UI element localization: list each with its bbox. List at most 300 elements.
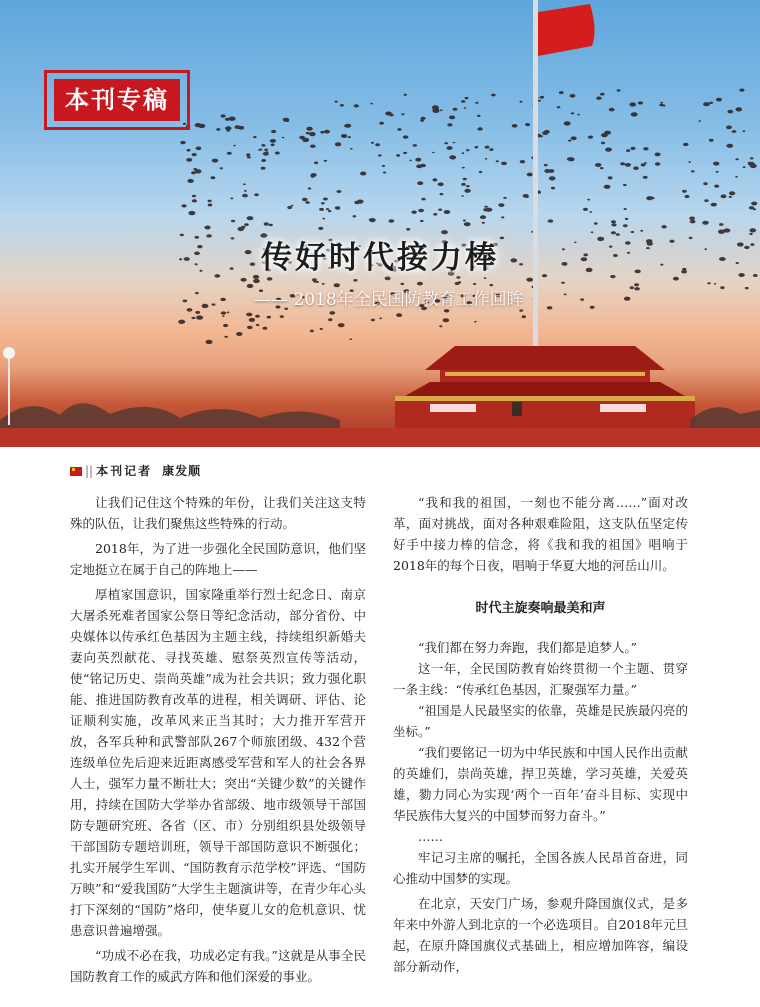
- bird: [568, 157, 575, 161]
- bird: [661, 225, 666, 228]
- bird: [480, 215, 486, 219]
- bird: [440, 109, 443, 111]
- bird: [271, 130, 276, 133]
- bird: [229, 117, 236, 121]
- bird: [415, 158, 421, 162]
- bird: [491, 94, 496, 97]
- bird: [527, 173, 533, 177]
- bird: [338, 323, 345, 327]
- bird: [662, 105, 665, 107]
- bird: [259, 149, 262, 151]
- bird: [462, 167, 465, 169]
- bird: [629, 102, 636, 106]
- bird: [212, 159, 218, 163]
- bird: [375, 143, 380, 146]
- bird: [463, 220, 466, 222]
- bird: [625, 218, 628, 220]
- bird: [547, 306, 553, 309]
- bird: [611, 220, 616, 223]
- bird: [682, 190, 687, 193]
- bird: [438, 209, 442, 211]
- bird: [335, 206, 341, 209]
- bird: [341, 134, 347, 138]
- paragraph: 让我们记住这个特殊的年份，让我们关注这支特殊的队伍，让我们聚焦这些特殊的行动。: [70, 495, 366, 531]
- bird: [690, 220, 696, 224]
- bird: [409, 160, 412, 162]
- bird: [691, 170, 695, 172]
- bird: [711, 203, 717, 207]
- bird: [453, 108, 458, 111]
- bird: [719, 223, 724, 226]
- bird: [634, 287, 640, 290]
- article-subtitle: —— 2018年全民国防教育工作回眸: [254, 290, 524, 310]
- bird: [183, 300, 188, 303]
- bird: [588, 136, 593, 139]
- bird: [464, 222, 471, 226]
- bird: [280, 315, 284, 318]
- bird: [655, 153, 661, 157]
- bird: [318, 227, 323, 230]
- bird: [595, 163, 601, 167]
- bird: [633, 166, 639, 170]
- bird: [440, 193, 444, 195]
- bird: [230, 198, 233, 200]
- bird: [557, 106, 561, 108]
- bird: [186, 158, 192, 162]
- section-tag: [44, 70, 190, 130]
- bird: [655, 162, 660, 165]
- bird: [548, 219, 554, 222]
- bird: [311, 175, 315, 178]
- bird: [526, 278, 533, 282]
- bird: [477, 115, 480, 117]
- bird: [178, 320, 185, 324]
- bird: [267, 316, 271, 319]
- bird: [587, 199, 590, 201]
- bird: [626, 149, 630, 152]
- bird: [357, 200, 364, 204]
- bird: [496, 160, 499, 162]
- bird: [466, 185, 470, 187]
- bird: [751, 202, 757, 206]
- bird: [749, 206, 754, 209]
- bird: [275, 152, 280, 155]
- bird: [458, 281, 461, 283]
- bird: [247, 216, 254, 220]
- bird: [308, 187, 311, 189]
- bird: [202, 304, 209, 308]
- bird: [253, 279, 260, 283]
- bird: [261, 159, 266, 162]
- bird: [187, 179, 193, 183]
- bird: [736, 107, 743, 111]
- bird: [750, 157, 754, 159]
- bird: [601, 133, 608, 137]
- bird: [195, 169, 202, 173]
- bird: [520, 160, 525, 163]
- paragraph: “我们都在努力奔跑，我们都是追梦人。”: [418, 640, 638, 655]
- bird: [320, 328, 323, 330]
- bird: [220, 167, 223, 169]
- bird: [689, 217, 695, 221]
- bird: [439, 325, 442, 327]
- bird: [353, 279, 357, 282]
- bird: [501, 162, 507, 166]
- bird: [463, 178, 467, 181]
- bird: [236, 332, 242, 336]
- paragraph: “我们要铭记一切为中华民族和中国人民作出贡献的英雄们，崇尚英雄，捍卫英雄，学习英雄，关爱英雄，勠力同心为实现‘两个一百年’奋斗目标、实现中华民族伟大复兴的中国梦而努力奋斗。”: [393, 745, 688, 823]
- bird: [713, 162, 719, 166]
- bird: [699, 120, 702, 122]
- bird: [233, 145, 236, 147]
- bird: [623, 224, 628, 227]
- bird: [312, 278, 317, 281]
- bird: [264, 149, 268, 151]
- bird: [525, 123, 530, 126]
- bird: [418, 209, 424, 213]
- bird: [208, 204, 213, 207]
- bird: [564, 294, 567, 296]
- bird: [371, 319, 375, 322]
- bird: [447, 146, 453, 150]
- article-title: 传好时代接力棒: [261, 240, 499, 276]
- bird: [335, 142, 341, 146]
- bird: [444, 142, 448, 144]
- bird: [192, 199, 197, 202]
- bird: [225, 126, 232, 130]
- bird: [235, 125, 241, 129]
- trees-left: [0, 403, 340, 432]
- bird: [305, 201, 309, 204]
- bird: [247, 326, 253, 329]
- bird: [498, 203, 504, 207]
- bird: [191, 317, 195, 319]
- bird: [420, 164, 426, 167]
- bird: [227, 312, 230, 314]
- bird: [378, 154, 382, 156]
- bird: [221, 114, 226, 117]
- bird: [379, 122, 384, 125]
- bird: [489, 148, 493, 151]
- bird: [204, 226, 210, 230]
- bird: [389, 114, 393, 117]
- bird: [432, 178, 437, 181]
- bird: [420, 119, 424, 121]
- bird: [716, 98, 722, 102]
- lamp-head: [3, 347, 15, 359]
- paragraph: 2018年，为了进一步强化全民国防意识，他们坚定地挺立在属于自己的阵地上——: [70, 541, 366, 577]
- bird: [269, 224, 273, 226]
- bird: [335, 101, 338, 103]
- bird: [211, 176, 216, 179]
- bird: [231, 220, 235, 223]
- bird: [383, 172, 386, 174]
- bird: [449, 155, 456, 159]
- bird: [322, 218, 325, 220]
- bird: [720, 286, 724, 289]
- bird: [261, 167, 266, 170]
- bird: [732, 130, 737, 133]
- bird: [608, 176, 613, 179]
- bird: [631, 112, 638, 116]
- bird: [336, 190, 341, 193]
- bird: [220, 298, 226, 301]
- bird: [447, 123, 452, 126]
- paragraph: 这一年，全民国防教育始终贯彻一个主题、贯穿一条主线：“传承红色基因，汇聚强军力量。”: [393, 661, 688, 697]
- bird: [223, 324, 228, 327]
- bird: [253, 136, 256, 138]
- bird: [195, 292, 199, 294]
- bird: [396, 313, 402, 317]
- bird: [707, 282, 711, 284]
- bird: [246, 313, 252, 317]
- bird: [221, 311, 226, 314]
- bird: [643, 147, 648, 150]
- bird: [417, 181, 423, 185]
- bird: [369, 218, 376, 222]
- bird: [406, 228, 410, 231]
- bird: [371, 142, 374, 144]
- bird: [188, 211, 195, 215]
- bird: [548, 169, 554, 173]
- bird: [413, 144, 417, 147]
- bird: [247, 284, 254, 288]
- bird: [192, 195, 196, 198]
- bird: [370, 103, 373, 105]
- bird: [641, 163, 646, 166]
- bird: [340, 104, 344, 107]
- bird: [314, 162, 318, 165]
- bird: [624, 208, 627, 210]
- bird: [255, 315, 260, 318]
- bird: [195, 311, 200, 314]
- bird: [685, 195, 690, 198]
- tiananmen-gate: [395, 346, 695, 432]
- bird: [271, 144, 275, 147]
- bird: [432, 152, 435, 154]
- bird: [291, 205, 294, 207]
- bird: [433, 213, 437, 216]
- bird: [673, 277, 679, 281]
- bird: [477, 127, 482, 130]
- bird: [729, 196, 732, 198]
- bird: [180, 141, 185, 144]
- bird: [433, 108, 440, 112]
- bird: [326, 208, 329, 210]
- tiananmen-scene: [0, 0, 760, 447]
- bird: [625, 163, 631, 167]
- bird: [254, 193, 259, 196]
- bird: [484, 206, 487, 208]
- bird: [264, 222, 269, 225]
- bird: [485, 146, 490, 149]
- bird: [246, 153, 250, 156]
- bird: [570, 94, 576, 98]
- bird: [310, 145, 316, 148]
- bird: [624, 297, 631, 301]
- bird: [601, 142, 605, 145]
- bird: [482, 222, 485, 224]
- bird: [638, 101, 643, 104]
- bird: [714, 185, 719, 188]
- bird: [465, 97, 469, 99]
- bird: [354, 104, 359, 107]
- bird: [660, 102, 663, 104]
- bird: [353, 215, 357, 217]
- bird: [688, 161, 691, 163]
- bird: [382, 165, 385, 167]
- bird: [216, 128, 220, 131]
- bird: [726, 125, 732, 129]
- byline-role: 本刊记者: [96, 464, 153, 478]
- bird: [703, 102, 710, 106]
- bird: [739, 89, 744, 92]
- bird: [360, 172, 366, 176]
- bird: [403, 152, 407, 154]
- bird: [319, 208, 324, 211]
- bird: [721, 194, 727, 198]
- paragraph: 厚植家国意识，国家隆重举行烈士纪念日、南京大屠杀死难者国家公祭日等纪念活动，部分省份、中央媒体以传承红色基因为主题主线，持续组织新婚夫妻向英烈献花、寻找英雄、慰祭英烈宣传等活动，使“铭记历史、崇尚英雄”成为社会共识；致力强化职能、推进国防教育改革的进程，相关调研、评估、论证顺利实施，改革风来正当其时；大力推开军营开放，各军兵种和武警部队267个师旅团级、432个营连级单位先后迎来近距离感受军营和军人的社会各界人士，强军力量不断壮大；突出“关键少数”的关键作用，持续在国防大学举办省部级、地市级领导干部国防专题研究班、各省（区、市）分别组织县处级领导干部国防专题培训班，领导干部国防意识不断强化；扎实开展学生军训、“国防教育示范学校”评选、“国防万映”和“爱我国防”大学生主题演讲等，在青少年心头打下深刻的“国防”烙印，使华夏儿女的危机意识、忧患意识普遍增强。: [70, 587, 366, 938]
- bird: [743, 166, 746, 168]
- bird: [630, 286, 634, 289]
- paragraph: “我和我的祖国，一刻也不能分离……”面对改革，面对挑战，面对各种艰难险阻，这支队伍坚定传好手中接力棒的信念，将《我和我的祖国》唱响于2018年的每个日夜，唱响于华夏大地的河岳山川。: [393, 495, 688, 573]
- bird: [484, 277, 487, 279]
- bird: [474, 146, 478, 148]
- bird: [544, 130, 550, 134]
- bird: [310, 330, 314, 333]
- bird: [396, 154, 400, 157]
- bird: [403, 135, 409, 138]
- bird: [577, 114, 580, 116]
- bird: [564, 121, 571, 125]
- bird: [206, 340, 213, 344]
- bird: [745, 287, 749, 289]
- bird: [208, 200, 212, 203]
- bird: [561, 282, 565, 284]
- bird: [549, 176, 556, 180]
- bird: [594, 222, 598, 224]
- bird: [604, 185, 611, 189]
- bird: [196, 147, 202, 151]
- bird: [421, 198, 425, 201]
- bird: [464, 107, 467, 109]
- bird: [551, 187, 555, 190]
- bird: [443, 318, 450, 322]
- bird: [623, 184, 627, 186]
- bird: [242, 194, 248, 198]
- bird: [224, 336, 228, 338]
- bird: [611, 223, 616, 226]
- bird: [643, 176, 648, 179]
- bird: [244, 190, 247, 192]
- paragraph: “功成不必在我，功成必定有我。”这就是从事全民国防教育工作的威武方阵和他们深爱的事业。: [70, 948, 366, 984]
- bird: [571, 136, 577, 140]
- paragraph: ……: [418, 829, 443, 844]
- bird: [438, 182, 444, 186]
- left-column: [70, 492, 366, 987]
- divider-bar: ||: [85, 464, 94, 478]
- bird: [198, 124, 205, 128]
- bird: [320, 131, 324, 134]
- flag-icon: [70, 467, 82, 476]
- bird: [620, 162, 625, 165]
- crowd-strip: [0, 428, 760, 447]
- bird: [323, 198, 328, 201]
- bird: [444, 210, 451, 214]
- bird: [702, 221, 708, 225]
- bird: [348, 136, 351, 138]
- bird: [256, 324, 260, 326]
- bird: [703, 182, 707, 185]
- bird: [397, 128, 401, 131]
- bird: [512, 124, 518, 128]
- bird: [449, 116, 455, 120]
- bird: [486, 208, 493, 212]
- bird: [227, 152, 232, 155]
- bird: [222, 315, 225, 317]
- bird: [212, 303, 216, 305]
- bird: [249, 318, 255, 322]
- bird: [243, 183, 246, 185]
- bird: [461, 183, 466, 186]
- lamp-post: [8, 355, 10, 425]
- bird: [716, 171, 719, 173]
- byline-author: 康发顺: [162, 464, 202, 478]
- bird: [600, 167, 604, 169]
- bird: [324, 160, 327, 162]
- bird: [503, 197, 506, 199]
- bird: [634, 283, 639, 286]
- bird: [453, 142, 456, 144]
- national-flag: [538, 4, 595, 56]
- right-column: [393, 492, 688, 977]
- byline: [70, 462, 201, 479]
- paragraph: 在北京，天安门广场，参观升降国旗仪式，是多年来中外游人到北京的一个必选项目。自2018年元旦起，在原升降国旗仪式基础上，相应增加阵容，编设部分新动作，: [393, 896, 688, 974]
- bird: [605, 148, 612, 152]
- bird: [520, 101, 523, 103]
- bird: [589, 211, 592, 213]
- bird: [461, 195, 464, 197]
- bird: [385, 277, 391, 281]
- bird: [709, 102, 713, 104]
- section-heading: 时代主旋奏响最美和声: [475, 601, 606, 616]
- bird: [559, 91, 564, 94]
- bird: [466, 149, 469, 151]
- bird: [389, 219, 395, 223]
- bird: [709, 139, 714, 142]
- bird: [474, 321, 477, 323]
- bird: [302, 198, 308, 202]
- bird: [261, 144, 265, 147]
- bird: [609, 108, 615, 112]
- bird: [596, 97, 601, 100]
- section-tag-label: 本刊专稿: [54, 79, 180, 121]
- paragraph: “祖国是人民最坚实的依靠，英雄是民族最闪亮的坐标。”: [393, 703, 688, 739]
- bird: [522, 315, 526, 318]
- bird: [600, 93, 605, 96]
- bird: [244, 223, 249, 226]
- bird: [580, 298, 584, 300]
- bird: [350, 338, 353, 340]
- bird: [379, 318, 382, 320]
- bird: [247, 156, 251, 158]
- bird: [544, 164, 548, 166]
- bird: [324, 130, 330, 134]
- bird: [306, 127, 312, 131]
- bird: [350, 148, 353, 150]
- bird: [182, 204, 187, 207]
- bird: [475, 102, 478, 104]
